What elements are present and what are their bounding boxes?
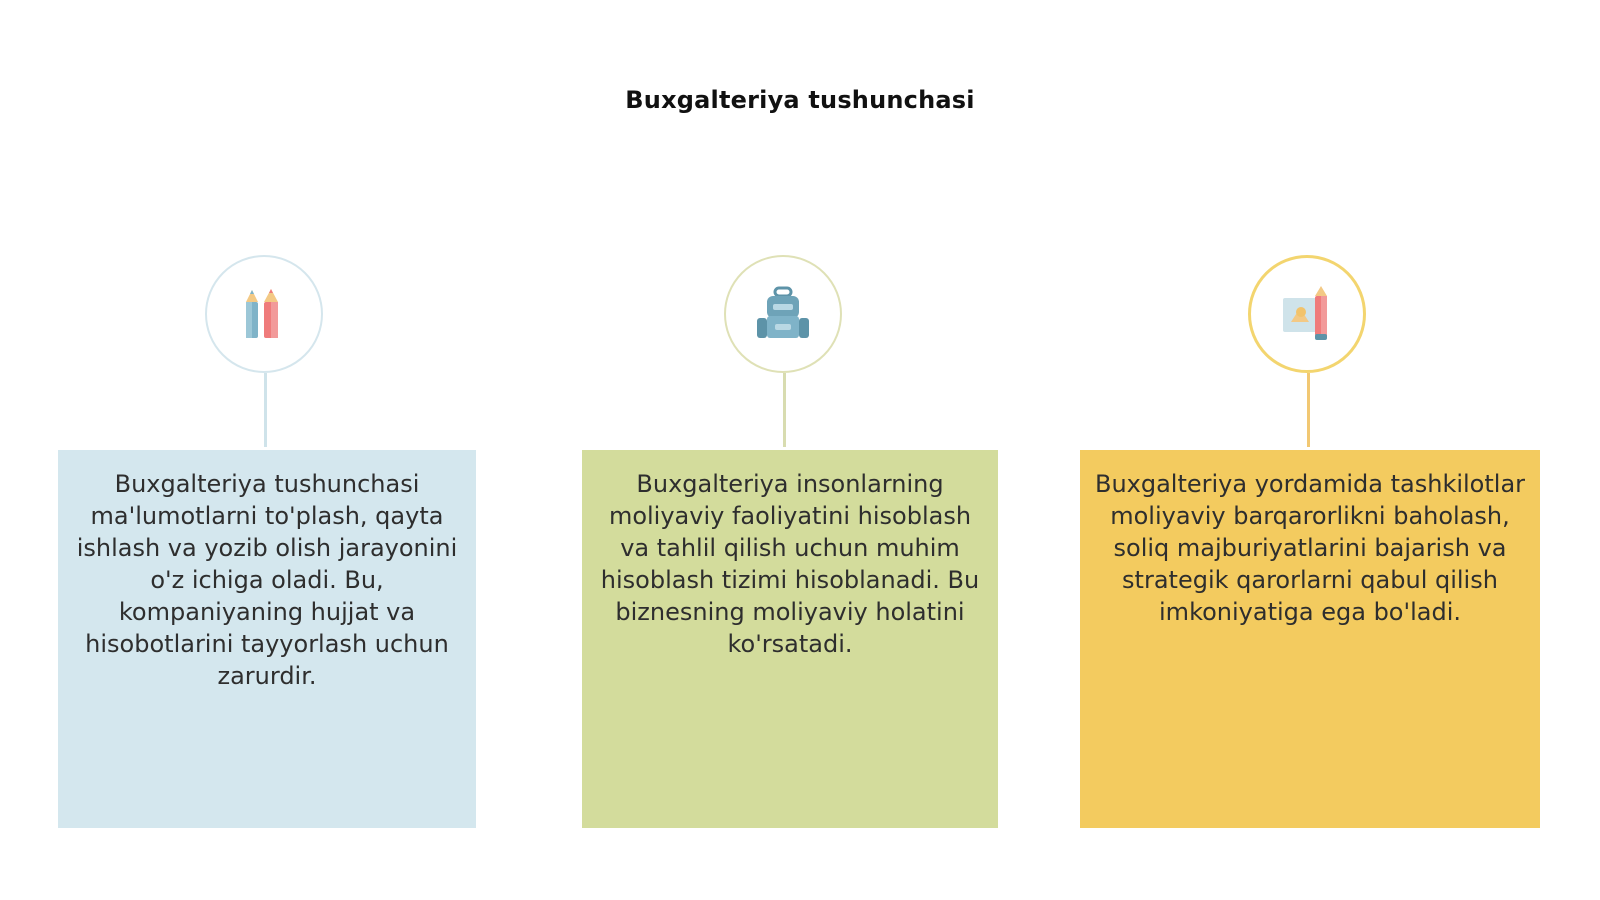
slide-title: Buxgalteriya tushunchasi xyxy=(625,86,975,114)
info-card-3 xyxy=(1080,450,1540,828)
icon-circle-2 xyxy=(724,255,842,373)
backpack-icon xyxy=(753,284,813,344)
info-card-text: Buxgalteriya yordamida tashkilotlar moliyaviy barqarorlikni baholash, soliq majburiyatlarini bajarish va strategik qarorlarni qabul qilish imkoniyatiga ega bo'ladi. xyxy=(1094,470,1526,626)
info-card-text: Buxgalteriya insonlarning moliyaviy faoliyatini hisoblash va tahlil qilish uchun muhim hisoblash tizimi hisoblanadi. Bu biznesning moliyaviy holatini ko'rsatadi. xyxy=(600,470,980,658)
connector-line-2 xyxy=(783,373,786,447)
connector-line-3 xyxy=(1307,373,1310,447)
icon-circle-1 xyxy=(205,255,323,373)
icon-circle-3 xyxy=(1248,255,1366,373)
info-card-text: Buxgalteriya tushunchasi ma'lumotlarni to'plash, qayta ishlash va yozib olish jarayonini o'z ichiga oladi. Bu, kompaniyaning hujjat va hisobotlarini tayyorlash uchun zarurdir. xyxy=(76,470,458,690)
drawing-pencil-icon xyxy=(1277,284,1337,344)
info-card-2 xyxy=(582,450,998,828)
pencils-icon xyxy=(234,284,294,344)
connector-line-1 xyxy=(264,373,267,447)
info-card-1 xyxy=(58,450,476,828)
